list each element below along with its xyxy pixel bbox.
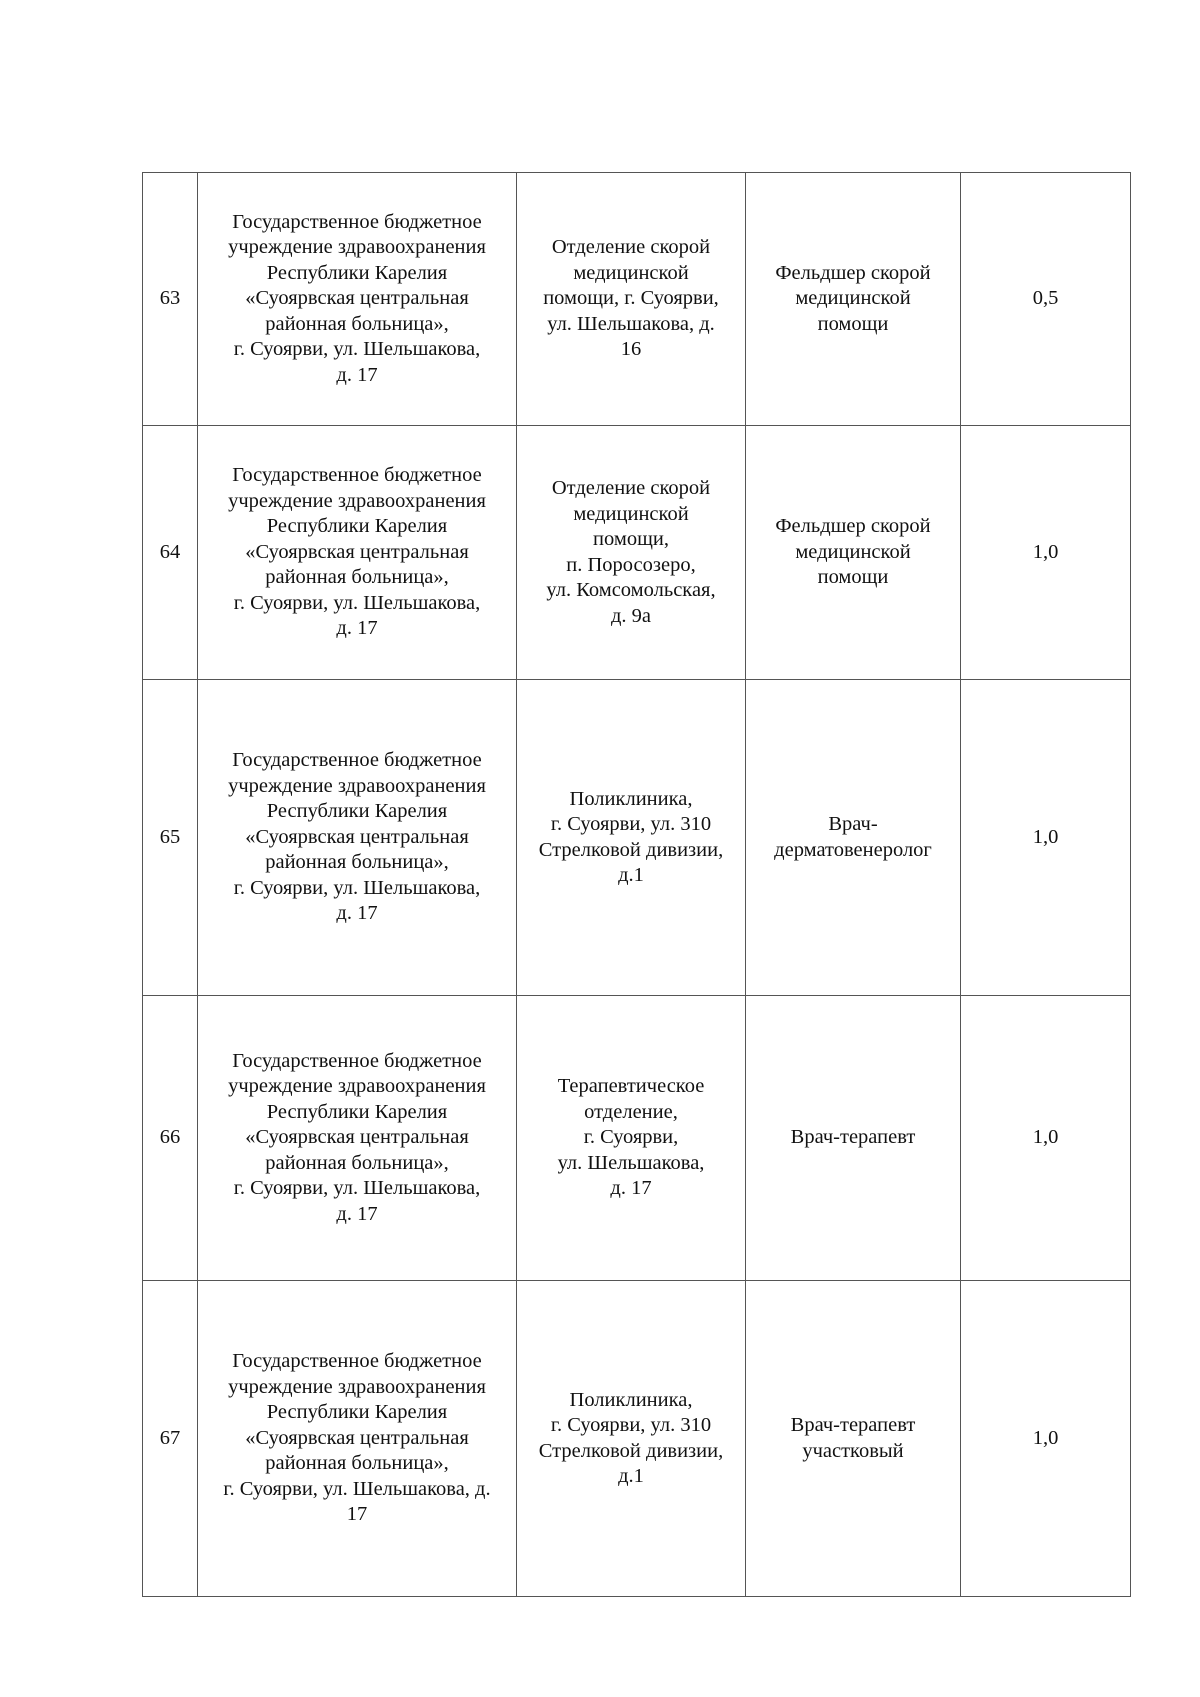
department-cell: Поликлиника, г. Суоярви, ул. 310 Стрелковой дивизии, д.1	[517, 680, 746, 996]
institution-cell: Государственное бюджетное учреждение здравоохранения Республики Карелия «Суоярвская центральная районная больница», г. Суоярви, ул. Шельшакова, д. 17	[198, 173, 517, 426]
rate-cell: 1,0	[961, 1281, 1131, 1597]
rate-cell: 1,0	[961, 426, 1131, 680]
position-cell: Фельдшер скорой медицинской помощи	[746, 426, 961, 680]
table-row	[143, 173, 1131, 426]
department-cell: Поликлиника, г. Суоярви, ул. 310 Стрелковой дивизии, д.1	[517, 1281, 746, 1597]
vacancies-table	[142, 172, 1131, 1597]
department-cell: Отделение скорой медицинской помощи, г. Суоярви, ул. Шельшакова, д. 16	[517, 173, 746, 426]
table-row	[143, 1281, 1131, 1597]
row-number: 66	[143, 996, 198, 1281]
institution-cell: Государственное бюджетное учреждение здравоохранения Республики Карелия «Суоярвская центральная районная больница», г. Суоярви, ул. Шельшакова, д. 17	[198, 996, 517, 1281]
institution-cell: Государственное бюджетное учреждение здравоохранения Республики Карелия «Суоярвская центральная районная больница», г. Суоярви, ул. Шельшакова, д. 17	[198, 1281, 517, 1597]
position-cell: Врач-терапевт	[746, 996, 961, 1281]
table-row	[143, 426, 1131, 680]
table-row	[143, 680, 1131, 996]
row-number: 65	[143, 680, 198, 996]
institution-cell: Государственное бюджетное учреждение здравоохранения Республики Карелия «Суоярвская центральная районная больница», г. Суоярви, ул. Шельшакова, д. 17	[198, 426, 517, 680]
position-cell: Врач-терапевт участковый	[746, 1281, 961, 1597]
position-cell: Врач- дерматовенеролог	[746, 680, 961, 996]
position-cell: Фельдшер скорой медицинской помощи	[746, 173, 961, 426]
rate-cell: 1,0	[961, 996, 1131, 1281]
row-number: 67	[143, 1281, 198, 1597]
department-cell: Терапевтическое отделение, г. Суоярви, ул. Шельшакова, д. 17	[517, 996, 746, 1281]
rate-cell: 0,5	[961, 173, 1131, 426]
row-number: 64	[143, 426, 198, 680]
institution-cell: Государственное бюджетное учреждение здравоохранения Республики Карелия «Суоярвская центральная районная больница», г. Суоярви, ул. Шельшакова, д. 17	[198, 680, 517, 996]
rate-cell: 1,0	[961, 680, 1131, 996]
row-number: 63	[143, 173, 198, 426]
table-row	[143, 996, 1131, 1281]
department-cell: Отделение скорой медицинской помощи, п. Поросозеро, ул. Комсомольская, д. 9а	[517, 426, 746, 680]
